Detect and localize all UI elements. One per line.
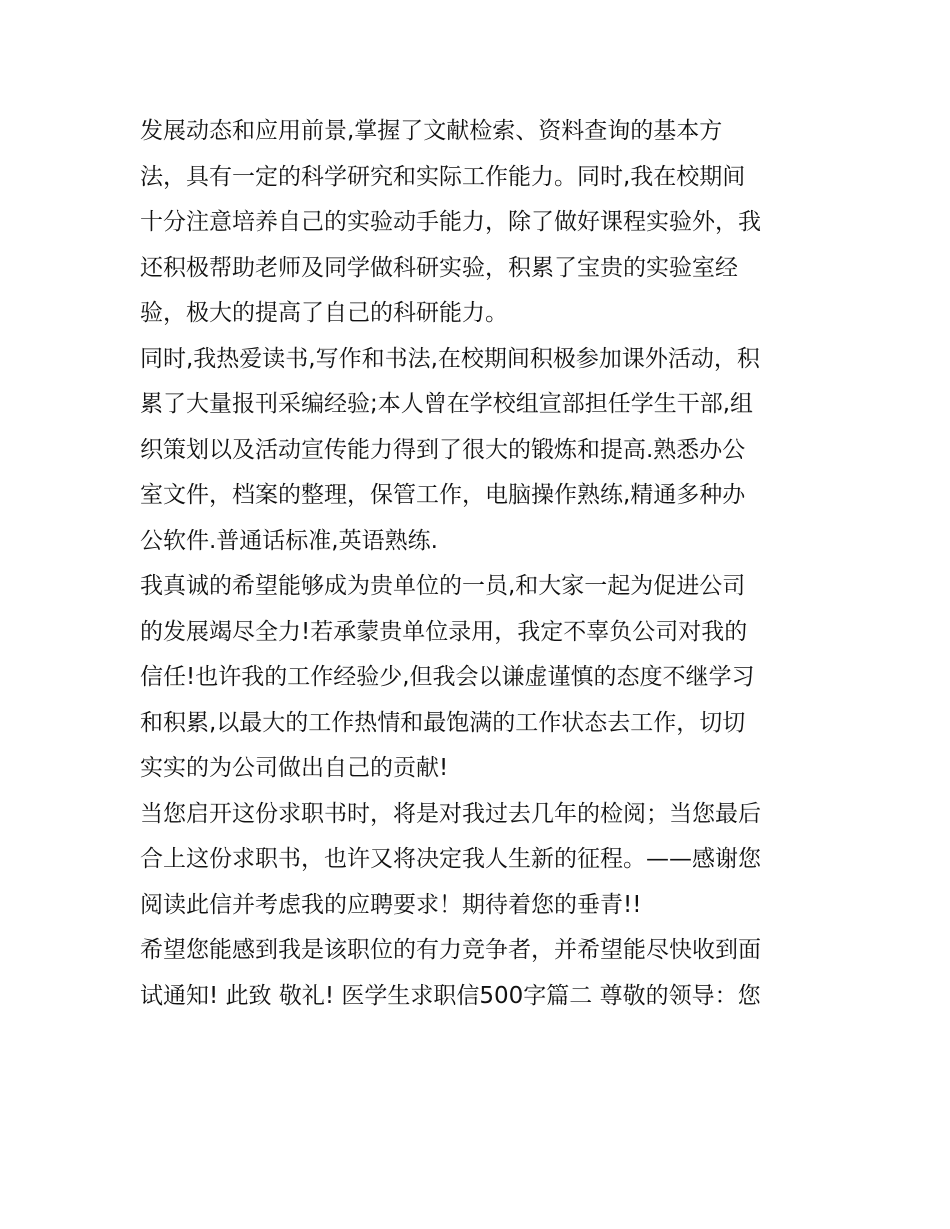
text-line: 十分注意培养自己的实验动手能力，除了做好课程实验外，我 <box>140 209 761 235</box>
text-line: 信任!也许我的工作经验少,但我会以谦虚谨慎的态度不继学习 <box>140 664 755 690</box>
text-line: 阅读此信并考虑我的应聘要求！期待着您的垂青!! <box>140 891 642 918</box>
text-line: 验，极大的提高了自己的科研能力。 <box>140 300 508 326</box>
text-line: 还积极帮助老师及同学做科研实验，积累了宝贵的实验室经 <box>140 254 738 281</box>
text-line: 发展动态和应用前景,掌握了文献检索、资料查询的基本方 <box>140 118 723 144</box>
text-line: 合上这份求职书，也许又将决定我人生新的征程。——感谢您 <box>140 846 761 872</box>
text-line: 希望您能感到我是该职位的有力竞争者，并希望能尽快收到面 <box>140 937 761 963</box>
text-line: 公软件.普通话标准,英语熟练. <box>140 527 438 554</box>
text-line: 织策划以及活动宣传能力得到了很大的锻炼和提高.熟悉办公 <box>140 436 746 463</box>
body-text <box>140 109 820 1019</box>
text-line: 室文件，档案的整理，保管工作，电脑操作熟练,精通多种办 <box>140 482 746 508</box>
text-line: 试通知! 此致 敬礼! 医学生求职信500字篇二 尊敬的领导：您 <box>140 982 761 1009</box>
text-line: 同时,我热爱读书,写作和书法,在校期间积极参加课外活动，积 <box>140 345 760 372</box>
text-line: 当您启开这份求职书时，将是对我过去几年的检阅；当您最后 <box>140 800 761 827</box>
text-line: 的发展竭尽全力!若承蒙贵单位录用，我定不辜负公司对我的 <box>140 618 748 645</box>
text-line: 累了大量报刊采编经验;本人曾在学校组宣部担任学生干部,组 <box>140 391 754 417</box>
text-line: 和积累,以最大的工作热情和最饱满的工作状态去工作，切切 <box>140 709 746 736</box>
text-line: 我真诚的希望能够成为贵单位的一员,和大家一起为促进公司 <box>140 573 746 599</box>
text-line: 实实的为公司做出自己的贡献! <box>140 755 449 781</box>
text-line: 法，具有一定的科学研究和实际工作能力。同时,我在校期间 <box>140 163 746 190</box>
